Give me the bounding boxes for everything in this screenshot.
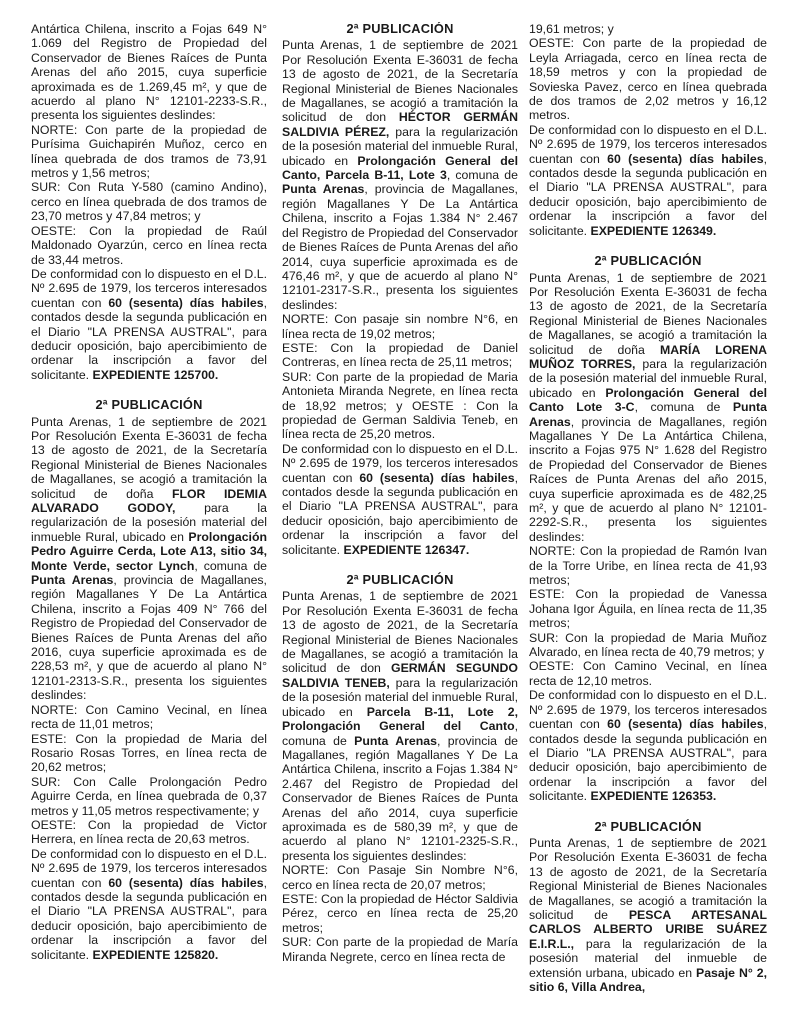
text-run: SUR: Con la propiedad de Maria Muñoz Alvarado, en línea recta de 40,79 metros; y [529,630,767,660]
text-run: , comuna de [194,558,267,573]
text-run: , provincia de Magallanes, región Magallanes Y De La Antártica Chilena, inscrito a Fojas 975 N° 1.628 del Registro de Propiedad del Conservador de Bienes Raíces de Punta Arenas del año 2015, cuya superficie aproximada es de 482,25 m², y que de acuerdo al plano N° 12101-2292-S.R., presenta los siguientes deslindes: [529,414,767,544]
text-run: SUR: Con Ruta Y-580 (camino Andino), cerco en línea quebrada de dos tramos de 23,70 metros y 47,84 metros; y [31,180,267,224]
notice-paragraph [31,267,267,382]
text-run: , contados desde la segunda publicación en el Diario "LA PRENSA AUSTRAL", para deducir oposición, bajo apercibimiento de ordenar la inscripción a favor del solicitante. [31,295,267,382]
text-run: OESTE: Con la propiedad de Victor Herrera, en línea recta de 20,63 metros. [31,817,267,847]
bold-text: Prolongación General del Canto, Parcela B-11, Lote 3 [282,153,518,183]
text-run: ESTE: Con la propiedad de Daniel Contreras, en línea recta de 25,11 metros; [282,340,518,370]
notice-paragraph [282,370,518,442]
text-run: OESTE: Con la propiedad de Raúl Maldonado Oyarzún, cerco en línea recta de 33,44 metros. [31,223,267,267]
text-run: para la regularización de la posesión material del inmueble Rural, ubicado en [31,501,267,544]
text-run: De conformidad con lo dispuesto en el D.L. Nº 2.695 de 1979, los terceros interesados cuentan con [282,441,518,485]
bold-text: EXPEDIENTE 126353. [590,789,717,804]
bold-text: 60 (sesenta) días habiles [359,470,515,485]
text-run: De conformidad con lo dispuesto en el D.L. Nº 2.695 de 1979, los terceros interesados cuentan con [31,266,267,310]
bold-text: Prolongación General del Canto Lote 3-C [529,385,767,415]
text-run: NORTE: Con pasaje sin nombre N°6, en línea recta de 19,02 metros; [282,312,518,341]
text-run: , provincia de Magallanes, región Magallanes Y De La Antártica Chilena, inscrito a Fojas 1.384 N° 2.467 del Registro de Propiedad del Conservador de Bienes Raíces de Punta Arenas del año 2014, cuya superficie aproximada es de 476,46 m², y que de acuerdo al plano N° 12101-2317-S.R., presenta los siguientes deslindes: [282,182,518,312]
notice-paragraph [282,892,518,935]
publication-heading: 2ª PUBLICACIÓN [346,572,454,588]
notice-paragraph [529,587,767,630]
text-run: NORTE: Con la propiedad de Ramón Ivan de la Torre Uribe, en línea recta de 41,93 metros; [529,544,767,588]
text-run: para la regularización de la posesión material del inmueble Rural, ubicado en [282,124,518,168]
notice-paragraph [31,180,267,223]
block-spacer [529,804,767,820]
notice-paragraph [282,38,518,312]
text-run: Punta Arenas, 1 de septiembre de 2021 Por Resolución Exenta E-36031 de fecha 13 de agosto de 2021, de la Secretaría Regional Ministerial de Bienes Nacionales de Magallanes, se acogió a tramitación la solicitud de [529,835,767,922]
bold-text: 60 (sesenta) días habiles [607,717,764,732]
notice-paragraph [282,863,518,892]
text-run: Antártica Chilena, inscrito a Fojas 649 N° 1.069 del Registro de Propiedad del Conservador de Bienes Raíces de Punta Arenas del año 2015, cuya superficie aproximada es de 1.269,45 m², y que de acuerdo al plano N° 12101-2233-S.R., presenta los siguientes deslindes: [31,22,267,123]
notice-block [529,820,767,995]
notice-block [31,398,267,962]
bold-text: MARÍA LORENA MUÑOZ TORRES, [529,342,767,371]
notice-paragraph [529,836,767,994]
notice-paragraph [31,224,267,267]
text-run: De conformidad con lo dispuesto en el D.L. Nº 2.695 de 1979, los terceros interesados cuentan con [529,688,767,732]
bold-text: FLOR IDEMIA ALVARADO GODOY, [31,486,267,515]
text-run: , provincia de Magallanes, región Magallanes Y De La Antártica Chilena, inscrito a Fojas 409 N° 766 del Registro de Propiedad del Conservador de Bienes Raíces de Punta Arenas del año 2016, cuya superficie aproximada es de 228,53 m², y que de acuerdo al plano N° 12101-2313-S.R., presenta los siguientes deslindes: [31,573,267,703]
text-run: NORTE: Con Pasaje Sin Nombre N°6, cerco en línea recta de 20,07 metros; [282,863,518,892]
notice-paragraph [31,22,267,123]
text-run: 19,61 metros; y [529,22,614,36]
text-run: , comuna de [282,719,518,748]
bold-text: EXPEDIENTE 126347. [343,542,470,557]
text-run: para la regularización de la posesión material del inmueble Rural, ubicado en [282,675,518,719]
column-1 [31,22,267,1004]
notice-paragraph [31,415,267,703]
bold-text: 60 (sesenta) días habiles [108,875,264,890]
bold-text: Parcela B-11, Lote 2, Prolongación General del Canto [282,704,518,734]
text-run: , contados desde la segunda publicación en el Diario "LA PRENSA AUSTRAL", para deducir oposición, bajo apercibimiento de ordenar la inscripción a favor del solicitante. [282,470,518,557]
text-run: para la regularización de la posesión material del inmueble Rural, ubicado en [529,356,767,400]
bold-text: Punta Arenas [282,182,365,197]
bold-text: EXPEDIENTE 125700. [92,367,219,382]
block-spacer [529,238,767,254]
bold-text: HÉCTOR GERMÁN SALDIVIA PÉREZ, [282,110,518,139]
text-run: SUR: Con parte de la propiedad de Maria Antonieta Miranda Negrete, en línea recta de 18,92 metros; y OESTE : Con la propiedad de German Saldivia Teneb, en línea recta de 25,20 metros. [282,369,518,442]
text-run: , comuna de [634,400,733,415]
text-run: SUR: Con Calle Prolongación Pedro Aguirre Cerda, en línea quebrada de 0,37 metros y 11,05 metros respectivamente; y [31,774,267,818]
text-run: ESTE: Con la propiedad de Héctor Saldivia Pérez, cerco en línea recta de 25,20 metros; [282,891,518,935]
notice-block [31,22,267,382]
text-run: , contados desde la segunda publicación en el Diario "LA PRENSA AUSTRAL", para deducir oposición, bajo apercibimiento de ordenar la inscripción a favor del solicitante. [31,875,267,962]
notice-paragraph [529,688,767,803]
notice-paragraph [31,703,267,732]
bold-text: EXPEDIENTE 125820. [92,947,219,962]
bold-text: 60 (sesenta) días habiles [607,151,764,166]
notice-paragraph [282,312,518,341]
notice-block [282,22,518,557]
text-run: De conformidad con lo dispuesto en el D.L. Nº 2.695 de 1979, los terceros interesados cuentan con [529,122,767,166]
text-run: , comuna de [446,168,518,183]
bold-text: Pasaje N° 2, sitio 6, Villa Andrea, [529,965,767,994]
notice-paragraph [529,271,767,545]
publication-heading: 2ª PUBLICACIÓN [594,253,702,269]
text-run: OESTE: Con Camino Vecinal, en línea recta de 12,10 metros. [529,659,767,688]
notice-paragraph [529,544,767,587]
block-spacer [282,557,518,573]
text-run: OESTE: Con parte de la propiedad de Leyla Arriagada, cerco en línea recta de 18,59 metros y con la propiedad de Sovieska Pavez, cerco en línea quebrada de dos tramos de 2,02 metros y 16,12 metros. [529,36,767,123]
text-run: para la regularización de la posesión material del inmueble de extensión urbana, ubicado en [529,936,767,980]
notice-paragraph [31,732,267,775]
bold-text: EXPEDIENTE 126349. [590,223,717,238]
notice-block [282,573,518,964]
notice-block [529,22,767,238]
bold-text: PESCA ARTESANAL CARLOS ALBERTO URIBE SUÁREZ E.I.R.L., [529,907,767,951]
bold-text: Punta Arenas [354,733,437,748]
text-run: ESTE: Con la propiedad de Maria del Rosario Rosas Torres, en línea recta de 20,62 metros; [31,731,267,775]
notice-paragraph [529,36,767,122]
notice-paragraph [529,659,767,688]
notice-paragraph [31,818,267,847]
text-run: NORTE: Con parte de la propiedad de Purísima Guichapirén Muñoz, cerco en línea quebrada de dos tramos de 73,91 metros y 1,56 metros; [31,122,267,181]
text-run: Punta Arenas, 1 de septiembre de 2021 Por Resolución Exenta E-36031 de fecha 13 de agosto de 2021, de la Secretaría Regional Ministerial de Bienes Nacionales de Magallanes, se acogió a tramitación la solicitud de doña [529,270,767,357]
bold-text: Prolongación Pedro Aguirre Cerda, Lote A13, sitio 34, Monte Verde, sector Lynch [31,529,267,573]
text-run: De conformidad con lo dispuesto en el D.L. Nº 2.695 de 1979, los terceros interesados cuentan con [31,846,267,890]
text-run: Punta Arenas, 1 de septiembre de 2021 Por Resolución Exenta E-36031 de fecha 13 de agosto de 2021, de la Secretaría Regional Ministerial de Bienes Nacionales de Magallanes, se acogió a tramitación la solicitud de don [282,589,518,676]
text-run: NORTE: Con Camino Vecinal, en línea recta de 11,01 metros; [31,702,267,732]
column-2 [282,22,518,1004]
text-run: , contados desde la segunda publicación en el Diario "LA PRENSA AUSTRAL", para deducir oposición, bajo apercibimiento de ordenar la inscripción a favor del solicitante. [529,717,767,804]
bold-text: Punta Arenas [529,400,767,429]
notice-paragraph [31,775,267,818]
publication-heading: 2ª PUBLICACIÓN [346,22,454,36]
text-run: Punta Arenas, 1 de septiembre de 2021 Por Resolución Exenta E-36031 de fecha 13 de agosto de 2021, de la Secretaría Regional Ministerial de Bienes Nacionales de Magallanes, se acogió a tramitación la solicitud de don [282,38,518,125]
block-spacer [31,382,267,398]
bold-text: 60 (sesenta) días habiles [108,295,264,310]
text-run: , provincia de Magallanes, región Magallanes Y De La Antártica Chilena, inscrito a Fojas 1.384 N° 2.467 del Registro de Propiedad del Conservador de Bienes Raíces de Punta Arenas del año 2014, cuya superficie aproximada es de 580,39 m², y que de acuerdo al plano N° 12101-2325-S.R., presenta los siguientes deslindes: [282,733,518,863]
bold-text: GERMÁN SEGUNDO SALDIVIA TENEB, [282,661,518,690]
notice-paragraph [31,847,267,962]
column-3 [529,22,767,1004]
bold-text: Punta Arenas [31,573,114,588]
publication-heading: 2ª PUBLICACIÓN [594,818,702,834]
text-run: ESTE: Con la propiedad de Vanessa Johana Igor Águila, en línea recta de 11,35 metros; [529,587,767,631]
notice-paragraph [282,589,518,863]
notice-paragraph [282,935,518,964]
text-run: , contados desde la segunda publicación en el Diario "LA PRENSA AUSTRAL", para deducir oposición, bajo apercibimiento de ordenar la inscripción a favor del solicitante. [529,151,767,238]
notice-paragraph [529,123,767,238]
notice-paragraph [282,442,518,557]
notice-paragraph [529,631,767,660]
notice-block [529,254,767,803]
notice-paragraph [529,22,767,36]
publication-heading: 2ª PUBLICACIÓN [95,397,203,413]
notice-paragraph [31,123,267,181]
text-run: SUR: Con parte de la propiedad de María Miranda Negrete, cerco en línea recta de [282,935,518,964]
text-run: Punta Arenas, 1 de septiembre de 2021 Por Resolución Exenta E-36031 de fecha 13 de agosto de 2021, de la Secretaría Regional Ministerial de Bienes Nacionales de Magallanes, se acogió a tramitación la solicitud de doña [31,414,267,501]
notice-paragraph [282,341,518,370]
